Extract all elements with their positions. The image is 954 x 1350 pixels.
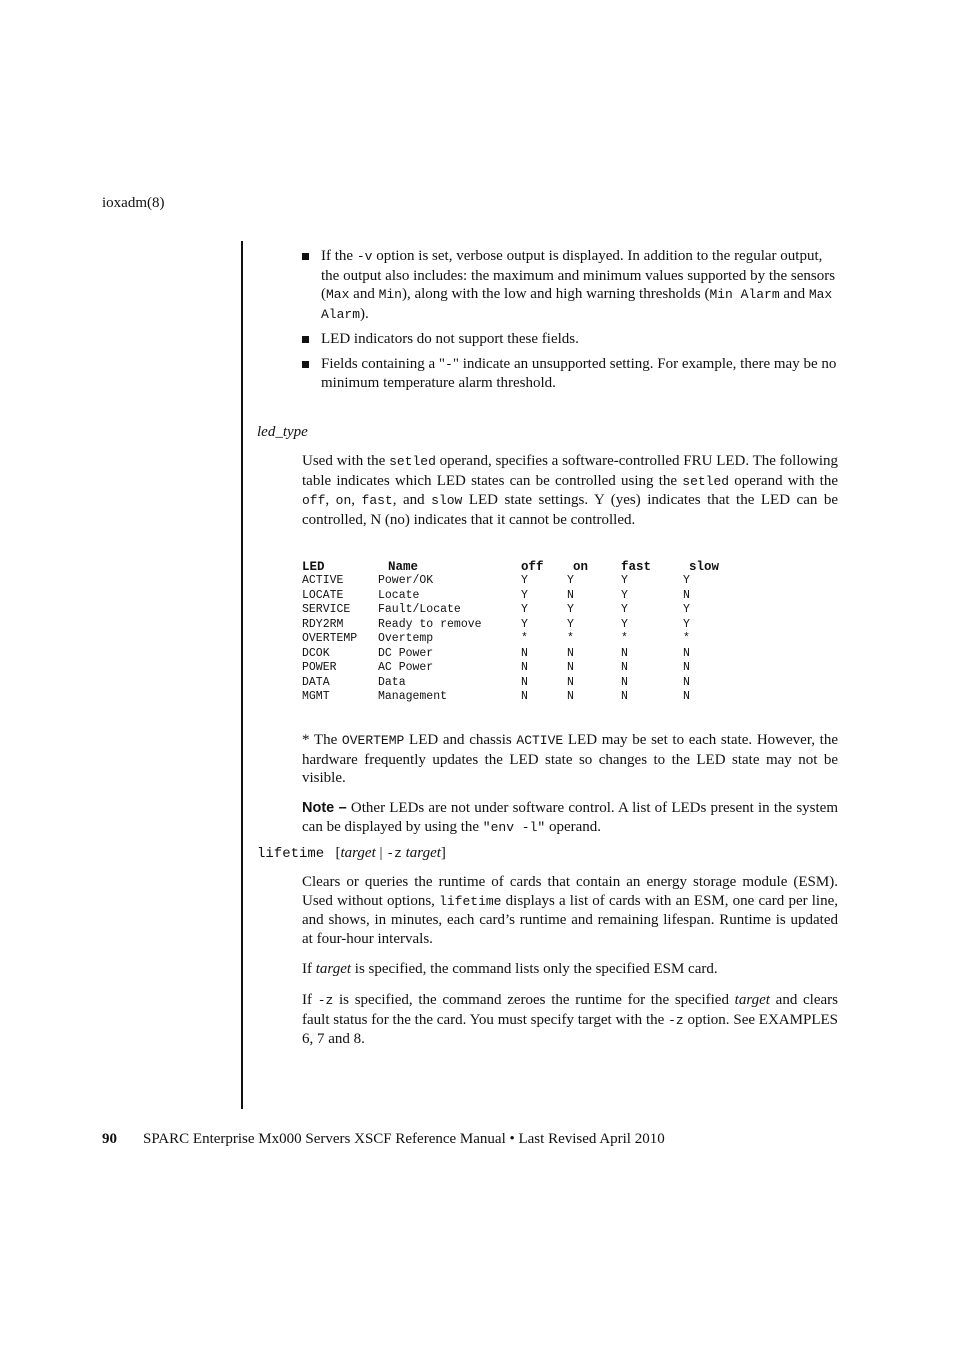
table-cell: N [621,675,628,689]
col-header-slow: slow [689,559,720,574]
table-cell: DC Power [378,646,434,660]
table-cell: Data [378,675,406,689]
lifetime-z-paragraph: If -z is specified, the command zeroes the runtime for the specified target and clears fault status for the the card. You must specify target with the -z option. See EXAMPLES 6, 7 and 8. [302,992,838,1047]
table-header-row [302,559,743,574]
bullet-square-icon [302,336,309,343]
table-row [302,661,743,676]
table-cell: * [683,632,690,645]
table-cell: Y [567,603,574,616]
table-cell: Y [521,603,528,616]
table-row [302,589,743,604]
col-header-name: Name [388,559,419,574]
table-cell: N [521,675,528,689]
bullet-list [302,247,842,399]
vertical-rule [241,241,243,1109]
bullet-item-verbose: If the -v option is set, verbose output is displayed. In addition to the regular output, the output also includes: the maximum and minimum values supported by the sensors (Max and Min), along with the low and high warning thresholds (Min Alarm and Max Alarm). [302,247,842,324]
table-cell: N [521,646,528,660]
table-cell: N [683,588,690,602]
table-cell: N [683,675,690,689]
led-type-description: Used with the setled operand, specifies a software-controlled FRU LED. The following table indicates which LED states can be controlled using the setled operand with the off, on, fast, and slow LED state settings. Y (yes) indicates that the LED can be controlled, N (no) indicates that it cannot be controlled. [302,453,839,528]
col-header-on: on [573,559,589,574]
table-row [302,603,743,618]
table-cell: Y [683,617,690,631]
table-row [302,574,743,589]
table-cell: Y [621,588,628,602]
table-cell: Y [521,588,528,602]
table-cell: N [683,690,690,703]
table-cell: Y [683,603,690,616]
table-cell: N [521,690,528,703]
table-cell: Management [378,690,448,703]
page-number: 90 [102,1131,117,1147]
table-cell: * [621,632,628,645]
table-cell: Y [567,617,574,631]
table-cell: N [567,675,574,689]
table-cell: N [621,661,628,674]
table-cell: N [683,661,690,674]
table-cell: * [567,632,574,645]
table-cell: RDY2RM [302,617,344,631]
table-cell: DATA [302,675,330,689]
table-cell: Overtemp [378,632,434,645]
running-header: ioxadm(8) [102,195,165,211]
table-cell: N [567,661,574,674]
table-cell: Y [621,603,628,616]
lifetime-description: Clears or queries the runtime of cards that contain an energy storage module (ESM). Used without options, lifetime displays a list of cards with an ESM, one card per line, and shows, in minutes, each card’s runtime and remaining lifespan. Runtime is updated at four-hour intervals. [302,874,839,947]
table-cell: DCOK [302,646,330,660]
col-header-off: off [521,559,544,574]
bullet-square-icon [302,361,309,368]
lifetime-target-paragraph: If target is specified, the command lists only the specified ESM card. [302,961,718,977]
table-row [302,690,743,705]
table-cell: N [567,690,574,703]
table-cell: OVERTEMP [302,632,358,645]
table-cell: Ready to remove [378,617,482,631]
note: Note – Other LEDs are not under software control. A list of LEDs present in the system can be displayed by using the "env -l" operand. [302,800,838,835]
note-label: Note – [302,800,347,816]
table-cell: Y [683,574,690,587]
footer-text: SPARC Enterprise Mx000 Servers XSCF Reference Manual • Last Revised April 2010 [143,1131,665,1147]
table-cell: N [567,646,574,660]
table-cell: ACTIVE [302,574,344,587]
table-cell: LOCATE [302,588,344,602]
table-cell: AC Power [378,661,434,674]
led-state-table [302,559,743,705]
table-cell: Power/OK [378,574,434,587]
table-cell: Y [621,574,628,587]
table-row [302,647,743,662]
table-cell: Y [521,617,528,631]
table-cell: Y [521,574,528,587]
term-lifetime: lifetime [target | -z target] [257,845,446,862]
col-header-fast: fast [621,559,652,574]
table-cell: N [621,646,628,660]
col-header-led: LED [302,559,325,574]
table-cell: SERVICE [302,603,351,616]
bullet-square-icon [302,253,309,260]
table-row [302,618,743,633]
page-footer [102,1131,665,1148]
table-cell: Y [567,574,574,587]
table-cell: Fault/Locate [378,603,461,616]
table-cell: MGMT [302,690,330,703]
table-cell: POWER [302,661,337,674]
term-led-type: led_type [257,424,308,440]
table-row [302,632,743,647]
table-row [302,676,743,691]
table-cell: N [683,646,690,660]
table-cell: N [521,661,528,674]
table-cell: * [521,632,528,645]
table-cell: N [621,690,628,703]
table-cell: Locate [378,588,420,602]
footnote: * The OVERTEMP LED and chassis ACTIVE LED may be set to each state. However, the hardware frequently updates the LED state so changes to the LED state may not be visible. [302,732,838,786]
bullet-item-led-indicators: LED indicators do not support these fields. [302,330,842,349]
table-cell: Y [621,617,628,631]
table-cell: N [567,588,574,602]
table-body [302,574,743,705]
bullet-item-unsupported: Fields containing a "-" indicate an unsupported setting. For example, there may be no minimum temperature alarm threshold. [302,355,842,393]
